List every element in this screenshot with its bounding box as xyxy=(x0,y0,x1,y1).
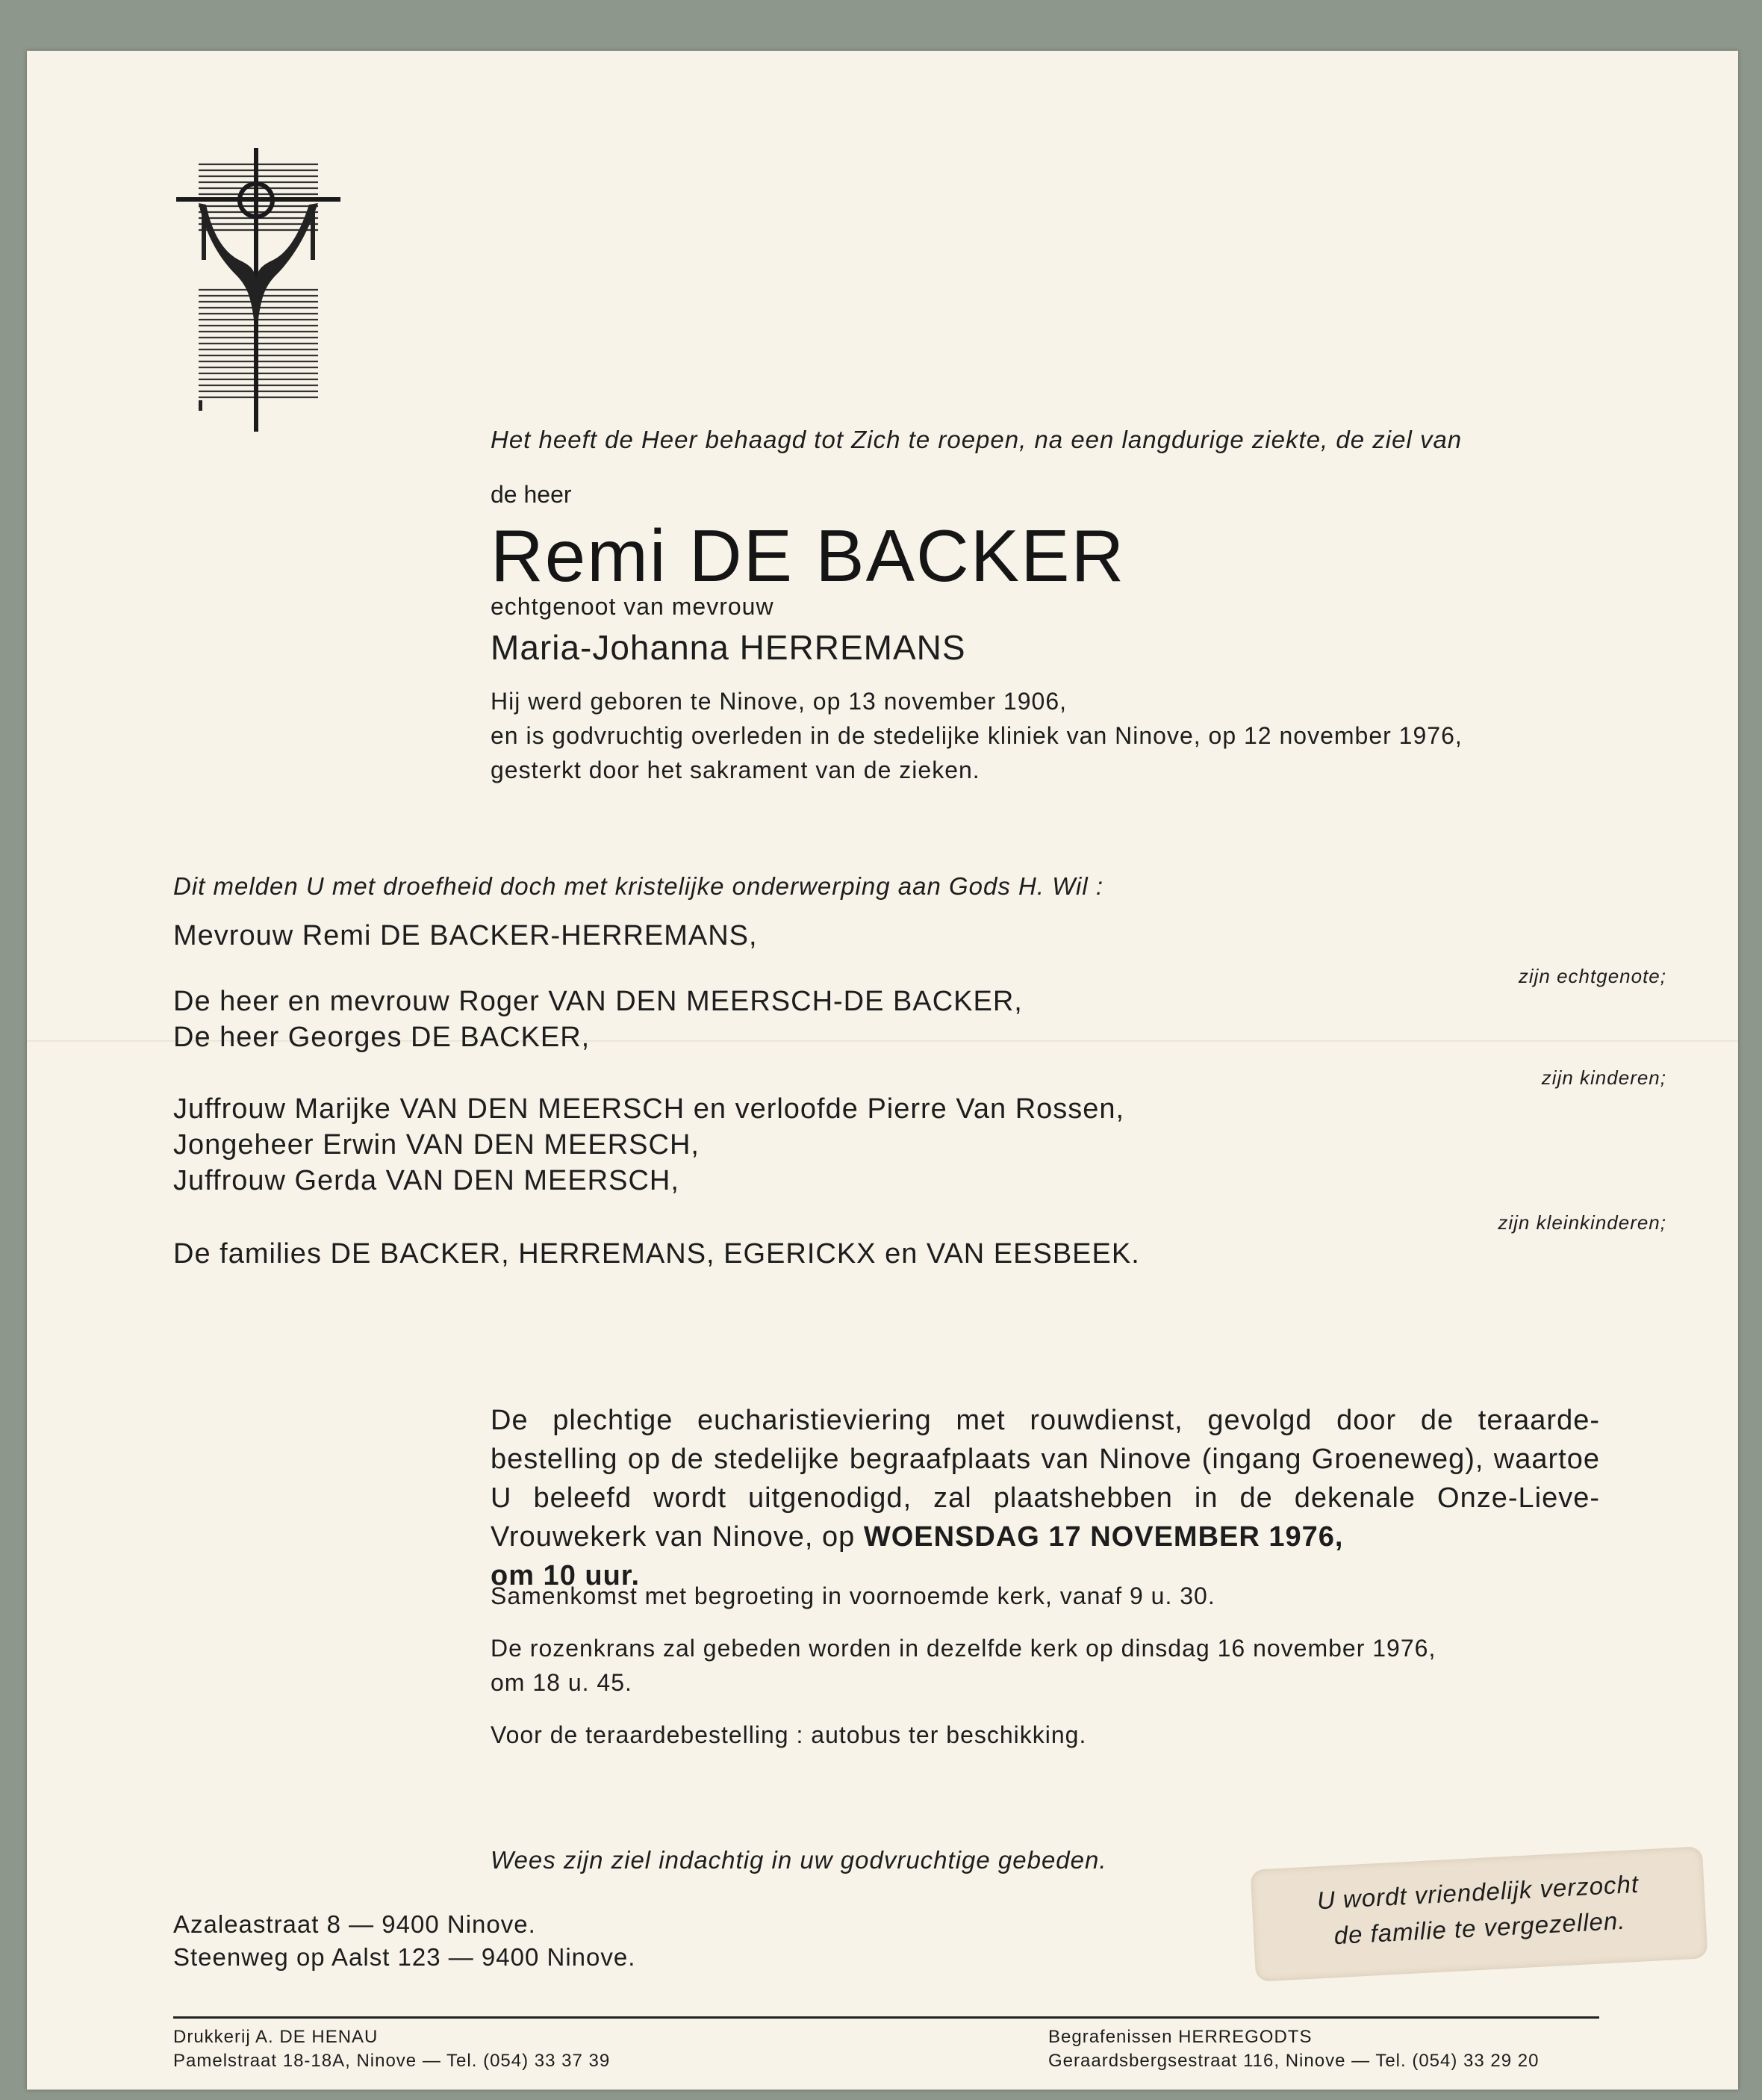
undertaker-imprint xyxy=(1048,2025,1539,2073)
sticker-line: de familie te vergezellen. xyxy=(1333,1906,1627,1950)
bio-line: gesterkt door het sakrament van de zieken. xyxy=(491,757,980,783)
spouse-name: Maria-Johanna HERREMANS xyxy=(491,628,966,667)
family-line: Jongeheer Erwin VAN DEN MEERSCH, xyxy=(173,1129,700,1161)
printer-imprint xyxy=(173,2025,610,2073)
family-line: De families DE BACKER, HERREMANS, EGERICKX en VAN EESBEEK. xyxy=(173,1238,1140,1270)
funeral-service-text xyxy=(491,1401,1600,1595)
crucifix-with-shroud-icon xyxy=(176,148,340,432)
address-line: Steenweg op Aalst 123 — 9400 Ninove. xyxy=(173,1943,636,1971)
bus-note: Voor de teraardebestelling : autobus ter beschikking. xyxy=(491,1721,1087,1748)
family-line: De heer en mevrouw Roger VAN DEN MEERSCH-DE BACKER, xyxy=(173,986,1023,1017)
closing-prayer: Wees zijn ziel indachtig in uw godvruchtige gebeden. xyxy=(491,1846,1107,1874)
deceased-name: Remi DE BACKER xyxy=(491,515,1126,597)
sticker-text xyxy=(1251,1863,1707,1958)
role-label: zijn kinderen; xyxy=(1541,1066,1666,1089)
printer-address: Pamelstraat 18-18A, Ninove — Tel. (054) 33 37 39 xyxy=(173,2051,611,2071)
family-line: De heer Georges DE BACKER, xyxy=(173,1022,591,1053)
undertaker-name: Begrafenissen HERREGODTS xyxy=(1048,2027,1313,2047)
gathering-note: Samenkomst met begroeting in voornoemde kerk, vanaf 9 u. 30. xyxy=(491,1582,1215,1609)
rosary-note: De rozenkrans zal gebeden worden in dezelfde kerk op dinsdag 16 november 1976, xyxy=(491,1635,1436,1662)
role-label: zijn echtgenote; xyxy=(1518,965,1666,987)
title-prefix: de heer xyxy=(491,481,572,508)
family-line: Juffrouw Gerda VAN DEN MEERSCH, xyxy=(173,1165,679,1196)
request-sticker xyxy=(1250,1846,1707,1982)
sticker-line: U wordt vriendelijk verzocht xyxy=(1316,1869,1640,1915)
rosary-time: om 18 u. 45. xyxy=(491,1669,632,1696)
family-line: Juffrouw Marijke VAN DEN MEERSCH en verloofde Pierre Van Rossen, xyxy=(173,1093,1125,1125)
printer-name: Drukkerij A. DE HENAU xyxy=(173,2027,379,2047)
service-text: De plechtige eucharistieviering met rouwdienst, gevolgd door de teraarde-bestelling op de stedelijke begraafplaats van Ninove (ingang Groeneweg), waartoe U beleefd wordt uitgenodigd, zal plaatshebben in de dekenale Onze-Lieve-Vrouwekerk van Ninove, op xyxy=(491,1405,1600,1553)
mourning-card xyxy=(27,51,1738,2090)
bio-line: en is godvruchtig overleden in de stedelijke kliniek van Ninove, op 12 november 1976, xyxy=(491,722,1463,749)
intro-text: Het heeft de Heer behaagd tot Zich te roepen, na een langdurige ziekte, de ziel van xyxy=(491,426,1463,453)
footer-divider xyxy=(173,2016,1599,2019)
bio-line: Hij werd geboren te Ninove, op 13 november 1906, xyxy=(491,688,1067,715)
announcement: Dit melden U met droefheid doch met kristelijke onderwerping aan Gods H. Wil : xyxy=(173,872,1104,900)
undertaker-address: Geraardsbergsestraat 116, Ninove — Tel. (054) 33 29 20 xyxy=(1048,2051,1540,2071)
service-date: WOENSDAG 17 NOVEMBER 1976, xyxy=(863,1521,1344,1553)
address-line: Azaleastraat 8 — 9400 Ninove. xyxy=(173,1910,536,1938)
biography xyxy=(491,684,1463,787)
service-time: om 10 uur. xyxy=(491,1560,641,1591)
family-line: Mevrouw Remi DE BACKER-HERREMANS, xyxy=(173,920,758,951)
role-label: zijn kleinkinderen; xyxy=(1498,1211,1666,1234)
spouse-prefix: echtgenoot van mevrouw xyxy=(491,593,774,620)
